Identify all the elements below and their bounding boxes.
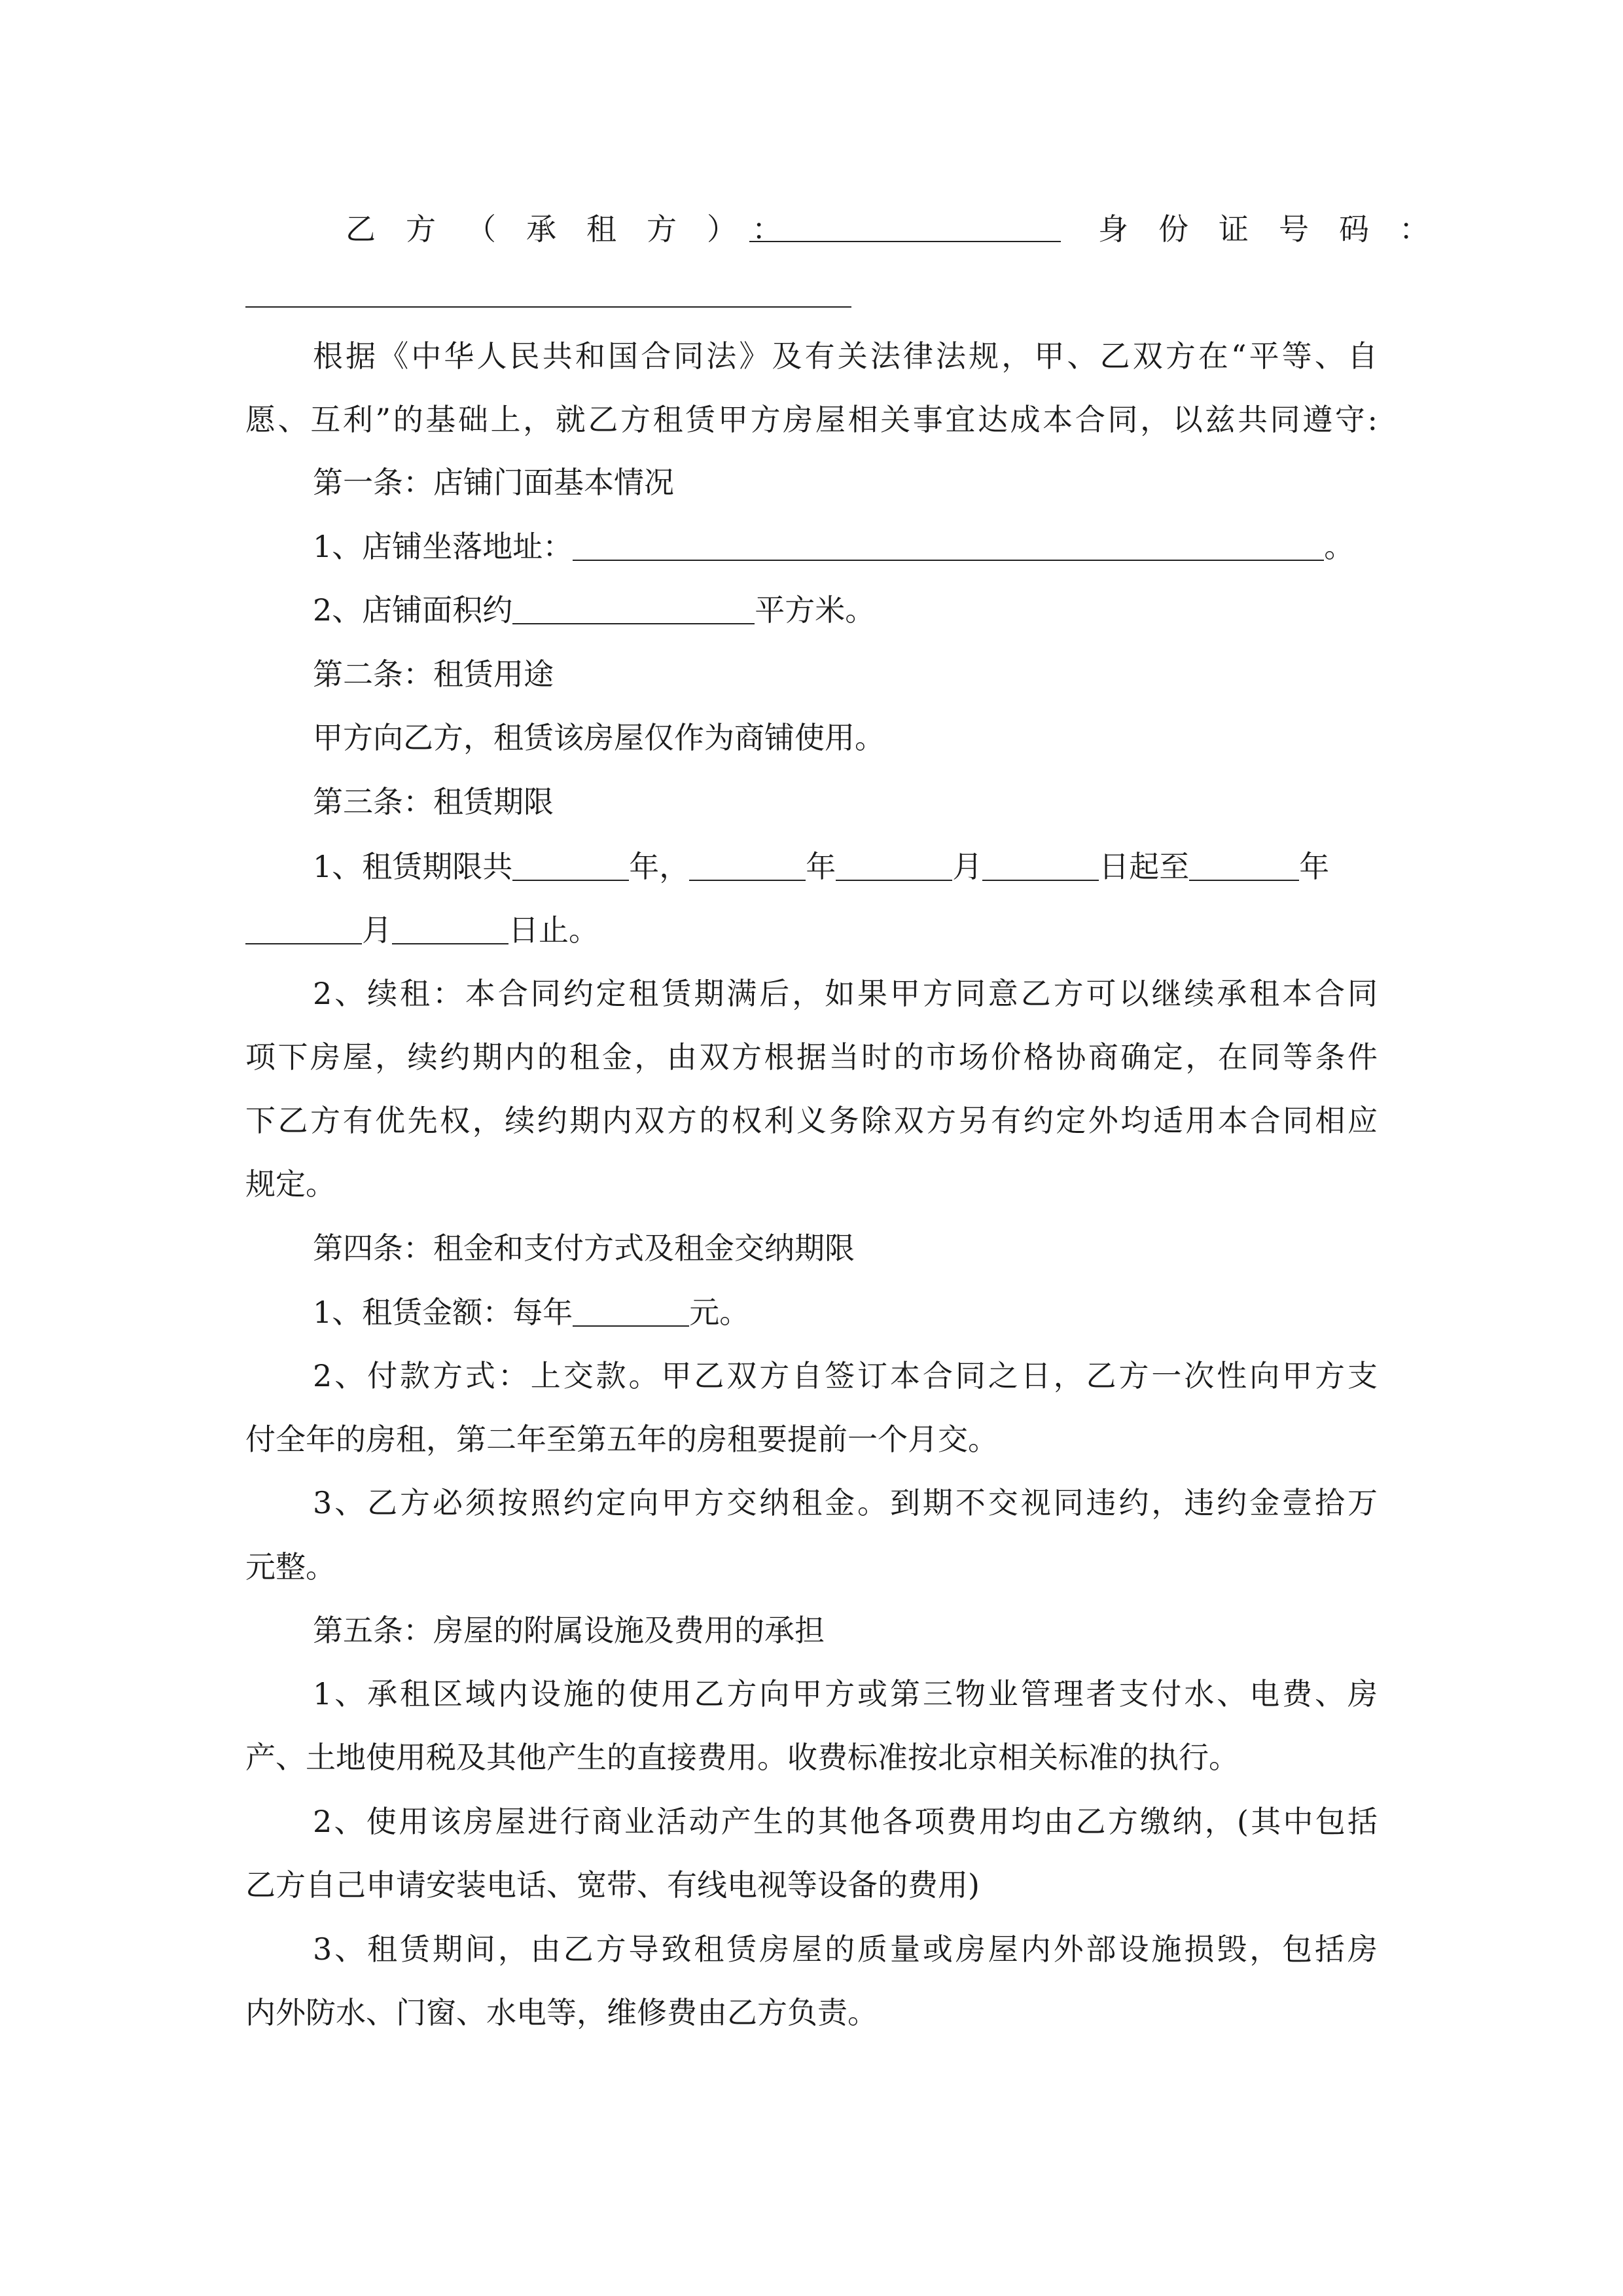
start-year-unit: 年 xyxy=(806,849,836,884)
article3-item2-line3: 下乙方有优先权，续约期内双方的权利义务除双方另有约定外均适用本合同相应 xyxy=(245,1103,1378,1138)
article5-item3-line1: 3、租赁期间，由乙方导致租赁房屋的质量或房屋内外部设施损毁，包括房 xyxy=(313,1931,1378,1967)
end-day-blank xyxy=(392,914,508,944)
article5-item2-line2: 乙方自己申请安装电话、宽带、有线电视等设备的费用) xyxy=(245,1867,980,1903)
rent-amount-blank xyxy=(573,1297,689,1327)
party-b-name-blank xyxy=(749,241,1061,242)
area-blank xyxy=(512,594,755,624)
lease-years-blank xyxy=(512,851,629,881)
end-year-blank xyxy=(1189,851,1299,881)
end-year-unit: 年 xyxy=(1299,849,1330,884)
address-end: 。 xyxy=(1324,529,1355,564)
article3-item1-line1 xyxy=(313,847,1378,886)
intro-line-2: 愿、互利”的基础上，就乙方租赁甲方房屋相关事宜达成本合同，以兹共同遵守: xyxy=(245,402,1378,437)
article1-title: 第一条：店铺门面基本情况 xyxy=(313,465,674,500)
article4-item1 xyxy=(313,1293,1378,1332)
area-unit: 平方米。 xyxy=(755,592,876,628)
article3-title: 第三条：租赁期限 xyxy=(313,784,554,819)
article4-item3-line2: 元整。 xyxy=(245,1549,336,1585)
article4-title: 第四条：租金和支付方式及租金交纳期限 xyxy=(313,1230,855,1266)
article5-item1-line2: 产、土地使用税及其他产生的直接费用。收费标准按北京相关标准的执行。 xyxy=(245,1740,1239,1775)
intro-line-1: 根据《中华人民共和国合同法》及有关法律法规，甲、乙双方在“平等、自 xyxy=(313,338,1378,374)
rent-amount-label: 1、租赁金额：每年 xyxy=(313,1295,573,1330)
article1-item1 xyxy=(313,527,1378,566)
article1-item2 xyxy=(313,590,1378,630)
article4-item3-line1: 3、乙方必须按照约定向甲方交纳租金。到期不交视同违约，违约金壹拾万 xyxy=(313,1485,1378,1520)
article5-item3-line2: 内外防水、门窗、水电等，维修费由乙方负责。 xyxy=(245,1995,878,2030)
article3-item2-line4: 规定。 xyxy=(245,1166,336,1202)
start-day-unit: 日起至 xyxy=(1099,849,1190,884)
address-label: 1、店铺坐落地址： xyxy=(313,529,573,564)
article3-item2-line1: 2、续租：本合同约定租赁期满后，如果甲方同意乙方可以继续承租本合同 xyxy=(313,976,1378,1011)
lease-years-unit: 年， xyxy=(629,849,690,884)
end-month-blank xyxy=(245,914,362,944)
start-day-blank xyxy=(982,851,1099,881)
end-day-unit: 日止。 xyxy=(508,912,599,948)
article3-item2-line2: 项下房屋，续约期内的租金，由双方根据当时的市场价格协商确定，在同等条件 xyxy=(245,1039,1378,1075)
article2-text: 甲方向乙方，租赁该房屋仅作为商铺使用。 xyxy=(313,720,885,755)
id-number-blank xyxy=(245,306,851,308)
article3-item1-line2 xyxy=(245,910,1378,950)
lease-term-label: 1、租赁期限共 xyxy=(313,849,513,884)
party-b-label: 乙方（承租方）： xyxy=(346,211,812,247)
id-number-row xyxy=(1098,209,1459,249)
start-year-blank xyxy=(689,851,806,881)
article5-item2-line1: 2、使用该房屋进行商业活动产生的其他各项费用均由乙方缴纳，(其中包括 xyxy=(313,1804,1378,1839)
rent-amount-unit: 元。 xyxy=(689,1295,750,1330)
start-month-blank xyxy=(836,851,952,881)
start-month-unit: 月 xyxy=(952,849,983,884)
address-blank xyxy=(573,531,1324,561)
article4-item2-line2: 付全年的房租，第二年至第五年的房租要提前一个月交。 xyxy=(245,1422,998,1457)
area-label: 2、店铺面积约 xyxy=(313,592,513,628)
article4-item2-line1: 2、付款方式：上交款。甲乙双方自签订本合同之日，乙方一次性向甲方支 xyxy=(313,1358,1378,1393)
id-number-label: 身份证号码： xyxy=(1098,211,1459,247)
article5-title: 第五条：房屋的附属设施及费用的承担 xyxy=(313,1613,825,1648)
article5-item1-line1: 1、承租区域内设施的使用乙方向甲方或第三物业管理者支付水、电费、房 xyxy=(313,1676,1378,1712)
article2-title: 第二条：租赁用途 xyxy=(313,656,554,692)
end-month-unit: 月 xyxy=(362,912,392,948)
